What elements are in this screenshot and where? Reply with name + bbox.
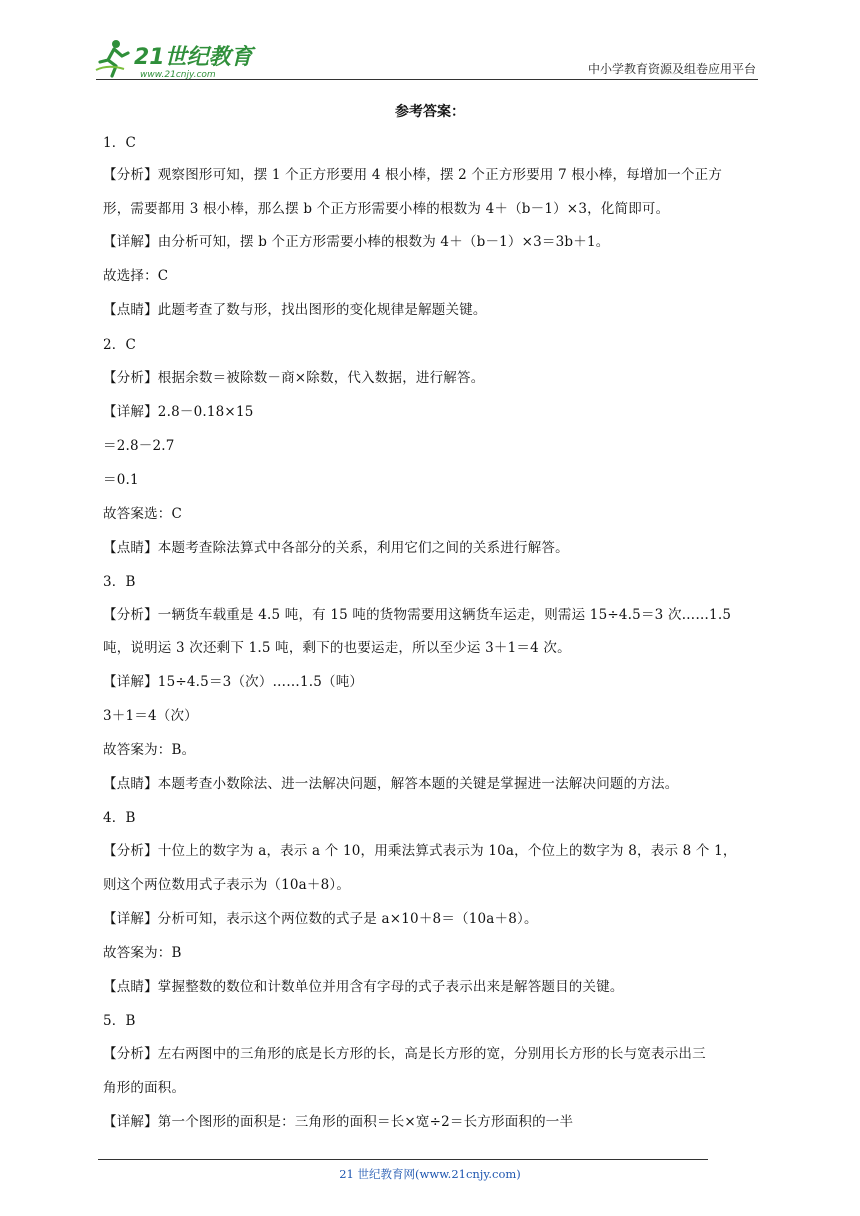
page-footer: 21 世纪教育网(www.21cnjy.com) xyxy=(339,1167,521,1181)
answer-line: 2．C xyxy=(103,337,137,353)
answer-line: 4．B xyxy=(103,810,136,826)
answer-line: 【详解】2.8－0.18×15 xyxy=(103,404,254,420)
answer-line: 【点睛】本题考查除法算式中各部分的关系，利用它们之间的关系进行解答。 xyxy=(103,540,569,556)
header-divider xyxy=(96,79,758,80)
answer-line: 【点睛】本题考查小数除法、进一法解决问题，解答本题的关键是掌握进一法解决问题的方法。 xyxy=(103,776,679,792)
answer-line: 形，需要都用 3 根小棒，那么摆 b 个正方形需要小棒的根数为 4＋（b－1）×3，化简即可。 xyxy=(103,201,670,217)
runner-icon xyxy=(96,40,128,76)
answer-line: 5．B xyxy=(103,1013,136,1029)
answer-line: 【分析】观察图形可知，摆 1 个正方形要用 4 根小棒，摆 2 个正方形要用 7 根小棒，每增加一个正方 xyxy=(103,167,723,183)
answer-line: 故答案选：C xyxy=(103,506,183,522)
answer-line: 【详解】15÷4.5＝3（次）……1.5（吨） xyxy=(103,674,364,690)
answer-line: 【详解】第一个图形的面积是：三角形的面积＝长×宽÷2＝长方形面积的一半 xyxy=(103,1114,574,1130)
answer-line: 角形的面积。 xyxy=(103,1080,186,1096)
answer-line: 【点睛】掌握整数的数位和计数单位并用含有字母的式子表示出来是解答题目的关键。 xyxy=(103,979,624,995)
answer-line: 【分析】左右两图中的三角形的底是长方形的长，高是长方形的宽，分别用长方形的长与宽表示出三 xyxy=(103,1046,706,1062)
answer-line: ＝2.8－2.7 xyxy=(103,438,175,454)
answer-line: 3＋1＝4（次） xyxy=(103,708,198,724)
answer-line: 【分析】十位上的数字为 a，表示 a 个 10，用乘法算式表示为 10a，个位上的数字为 8，表示 8 个 1， xyxy=(103,843,737,859)
answer-line: 【详解】分析可知，表示这个两位数的式子是 a×10＋8＝（10a＋8）。 xyxy=(103,911,538,927)
page-title: 参考答案： xyxy=(395,104,465,120)
answer-line: 则这个两位数用式子表示为（10a＋8）。 xyxy=(103,877,351,893)
answer-line: 故答案为：B xyxy=(103,945,182,961)
answer-line: 【详解】由分析可知，摆 b 个正方形需要小棒的根数为 4＋（b－1）×3＝3b＋1。 xyxy=(103,234,610,250)
platform-name: 中小学教育资源及组卷应用平台 xyxy=(587,62,756,76)
logo-url: www.21cnjy.com xyxy=(140,70,216,80)
answer-line: 吨，说明运 3 次还剩下 1.5 吨，剩下的也要运走，所以至少运 3＋1＝4 次。 xyxy=(103,640,571,656)
answer-line: 故选择：C xyxy=(103,268,169,284)
logo-text: 21世纪教育 xyxy=(134,45,253,70)
footer-divider xyxy=(98,1159,708,1160)
answer-line: 3．B xyxy=(103,574,136,590)
page-header xyxy=(0,0,860,90)
answer-line: 【分析】根据余数＝被除数－商×除数，代入数据，进行解答。 xyxy=(103,370,485,386)
answer-line: 【分析】一辆货车载重是 4.5 吨，有 15 吨的货物需要用这辆货车运走，则需运 15÷4.5＝3 次……1.5 xyxy=(103,607,732,623)
answer-line: 1．C xyxy=(103,135,137,151)
answer-line: 故答案为：B。 xyxy=(103,742,196,758)
answer-line: 【点睛】此题考查了数与形，找出图形的变化规律是解题关键。 xyxy=(103,302,487,318)
site-logo xyxy=(94,36,264,82)
answer-line: ＝0.1 xyxy=(103,472,139,488)
